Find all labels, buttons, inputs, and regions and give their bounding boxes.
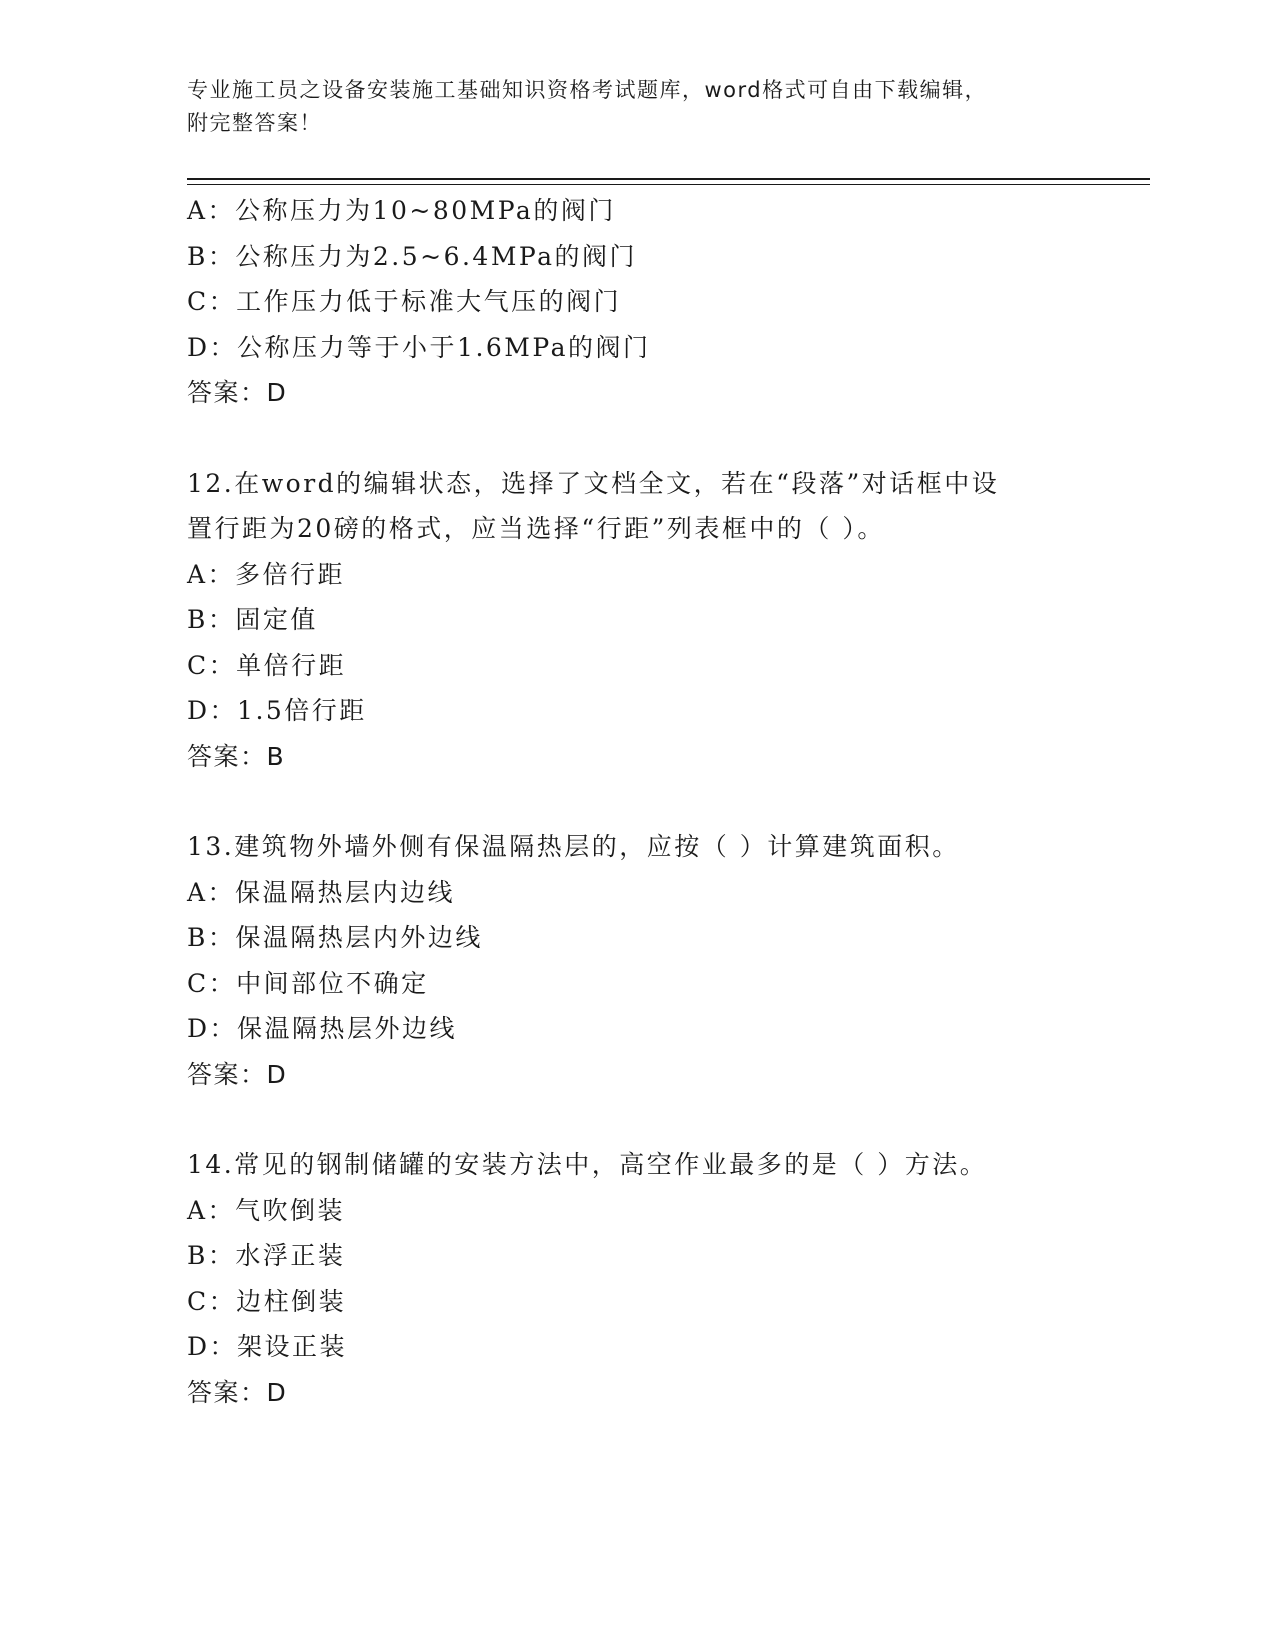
header-divider-thin: [187, 184, 1150, 185]
option-a: A：公称压力为10~80MPa的阀门: [187, 196, 616, 225]
option-b: B：保温隔热层内外边线: [187, 923, 483, 952]
option-a: A：多倍行距: [187, 559, 346, 589]
question-stem-line-1: 12.在word的编辑状态，选择了文档全文，若在“段落”对话框中设: [187, 468, 1000, 498]
spacer: [187, 779, 1117, 824]
spacer: [187, 1097, 1117, 1142]
question-12: [187, 461, 1117, 780]
option-c: C：工作压力低于标准大气压的阀门: [187, 287, 622, 316]
option-d: D：公称压力等于小于1.6MPa的阀门: [187, 332, 651, 362]
header-line-2: 附完整答案！: [187, 111, 322, 135]
option-b: B：公称压力为2.5~6.4MPa的阀门: [187, 241, 638, 271]
spacer: [187, 416, 1117, 461]
answer-text: 答案：B: [187, 741, 286, 771]
option-b: B：固定值: [187, 605, 318, 634]
answer-text: 答案：D: [187, 378, 288, 407]
answer-text: 答案：D: [187, 1377, 288, 1407]
question-14: [187, 1142, 1117, 1415]
question-list: [187, 188, 1117, 1415]
option-d: D：保温隔热层外边线: [187, 1014, 458, 1043]
header-line-1: 专业施工员之设备安装施工基础知识资格考试题库，word格式可自由下载编辑，: [187, 78, 988, 102]
option-a: A：气吹倒装: [187, 1195, 346, 1225]
option-a: A：保温隔热层内边线: [187, 877, 456, 907]
option-d: D：架设正装: [187, 1332, 348, 1361]
header-divider-thick: [187, 178, 1150, 180]
option-b: B：水浮正装: [187, 1241, 346, 1270]
document-header: [187, 74, 1067, 140]
option-c: C：边柱倒装: [187, 1286, 347, 1316]
question-stem-line-1: 14.常见的钢制储罐的安装方法中，高空作业最多的是（ ）方法。: [187, 1150, 988, 1179]
option-c: C：单倍行距: [187, 650, 347, 680]
question-11: [187, 188, 1117, 416]
answer-text: 答案：D: [187, 1059, 288, 1089]
question-stem-line-2: 置行距为20磅的格式，应当选择“行距”列表框中的（ ）。: [187, 514, 885, 543]
option-c: C：中间部位不确定: [187, 968, 429, 998]
question-stem-line-1: 13.建筑物外墙外侧有保温隔热层的，应按（ ）计算建筑面积。: [187, 832, 960, 861]
option-d: D：1.5倍行距: [187, 696, 367, 725]
question-13: [187, 824, 1117, 1097]
